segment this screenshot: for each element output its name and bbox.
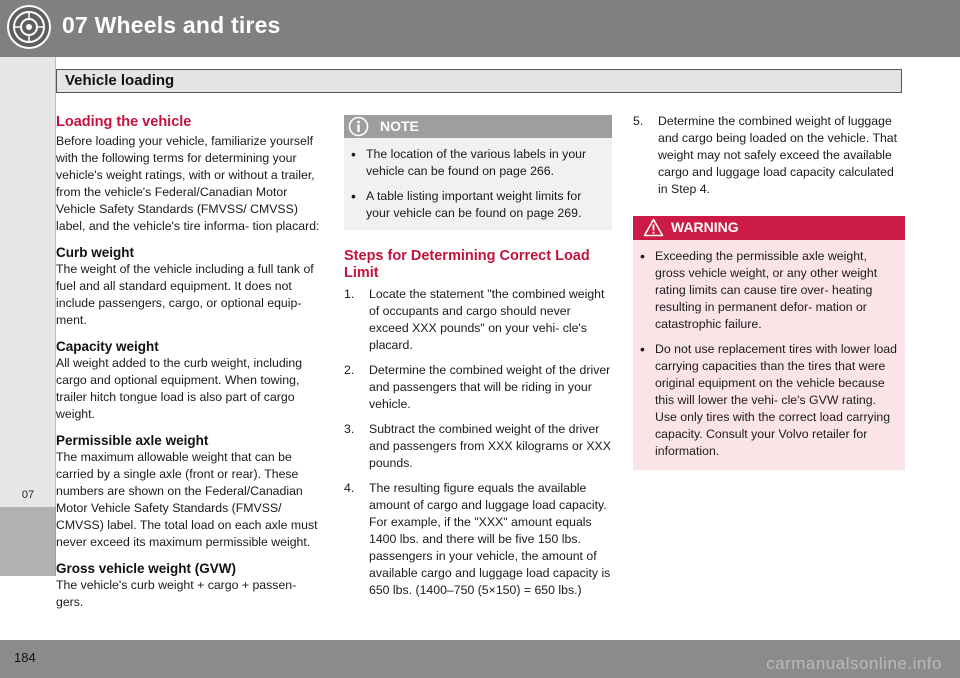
steps-list-continued [633,113,905,198]
note-item: • A table listing important weight limits for your vehicle can be found on page 269. [344,188,612,222]
step-number: 1. [344,287,355,301]
step-text: The resulting figure equals the available amount of cargo and luggage load capacity. For example, if the "XXX" amount equals 1400 lbs. and there will be five 150 lbs. passengers in your vehicle, the amount of available cargo and luggage load capacity is 650 lbs. (1400–750 (5×150) = 650 lbs.) [369,481,611,597]
step-item [633,113,905,198]
term-title: Curb weight [56,245,134,260]
step-text: Locate the statement "the combined weight of occupants and cargo should never exceed XXX pounds" on your vehi- cle's placard. [369,287,605,352]
warning-list [633,248,905,460]
section-title-bar [56,69,902,93]
section-title: Vehicle loading [65,72,175,89]
step-item [344,480,612,599]
term-title: Permissible axle weight [56,433,209,448]
note-item: • The location of the various labels in your vehicle can be found on page 266. [344,146,612,180]
step-item [344,362,612,413]
intro-paragraph: Before loading your vehicle, familiarize yourself with the following terms for determining your vehicle's weight ratings, with or without a trailer, from the vehicle's Federal/Canadian Motor Vehicle Safety Standards (FMVSS/ CMVSS) label, and the vehicle's tire informa- tion placard: [56,134,320,233]
loading-heading: Loading the vehicle [56,114,192,130]
term-text: All weight added to the curb weight, including cargo and optional equipment. When towing, trailer hitch tongue load is also part of cargo weight. [56,356,303,421]
term-text: The weight of the vehicle including a full tank of fuel and all standard equipment. It does not include passengers, cargo, or optional equip- ment. [56,262,314,327]
step-number: 3. [344,422,355,436]
step-item [344,286,612,354]
step-number: 4. [344,481,355,495]
term-title: Gross vehicle weight (GVW) [56,561,237,576]
note-header [344,115,612,138]
step-text: Determine the combined weight of the driver and passengers that will be riding in your vehicle. [369,363,611,411]
term-title: Capacity weight [56,339,159,354]
steps-heading: Steps for Determining Correct Load Limit [344,248,590,281]
step-item [344,421,612,472]
side-tab-number: 07 [21,489,35,501]
warning-header [633,216,905,240]
step-text: Determine the combined weight of luggage and cargo being loaded on the vehicle. That weight may not safely exceed the available cargo and luggage load capacity calculated in Step 4. [658,114,898,196]
tire-icon [6,4,52,50]
note-list [344,146,612,222]
warning-triangle-icon [643,218,664,237]
note-label: NOTE [380,118,419,134]
left-column [56,113,322,611]
warning-label: WARNING [671,219,739,235]
term-text: The vehicle's curb weight + cargo + passen- gers. [56,578,297,609]
warning-item: • Exceeding the permissible axle weight, gross vehicle weight, or any other weight rating limits can cause tire over- heating resulting in permanent defor- mation or catastrophic failure. [633,248,905,333]
warning-box [633,216,905,470]
chapter-title: 07 Wheels and tires [62,12,281,38]
step-number: 5. [633,114,644,128]
step-number: 2. [344,363,355,377]
term-text: The maximum allowable weight that can be carried by a single axle (front or rear). These numbers are shown on the Federal/Canadian Motor Vehicle Safety Standards (FMVSS/ CMVSS) label. The total load on each axle must never exceed its maximum permissible weight. [56,450,318,549]
right-column [633,113,905,470]
chapter-header-bar [0,0,960,57]
steps-list [344,286,612,599]
warning-item: • Do not use replacement tires with lower load carrying capacities than the tires that were original equipment on the vehicle because this will lower the vehi- cle's GVW rating. Use only tires with the correct load carrying capacity. Consult your Volvo retailer for information. [633,341,905,460]
page-number: 184 [14,650,36,665]
info-icon [348,116,369,137]
watermark: carmanualsonline.info [766,654,942,673]
side-tab-marker [0,507,56,576]
step-text: Subtract the combined weight of the driver and passengers from XXX kilograms or XXX pounds. [369,422,611,470]
note-box [344,115,612,230]
middle-column [344,113,612,607]
